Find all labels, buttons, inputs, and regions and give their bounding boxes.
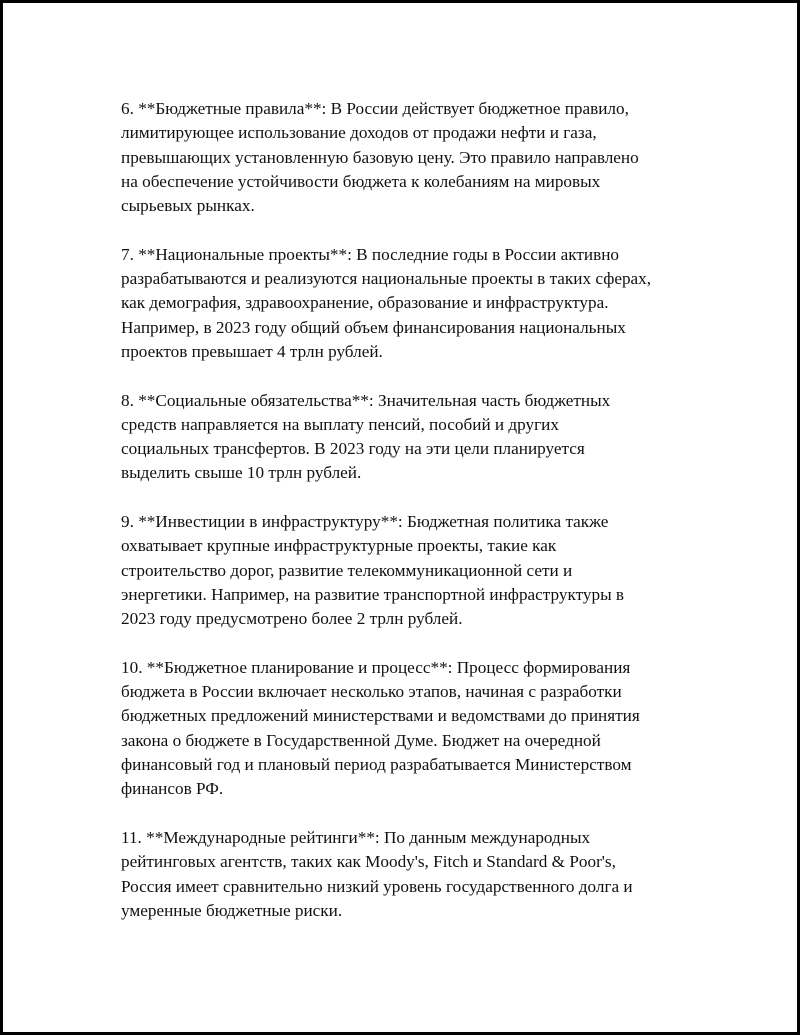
text-line: рейтинговых агентств, таких как Moody's, Fitch и Standard & Poor's, <box>121 852 616 872</box>
paragraph-international-ratings <box>121 826 701 923</box>
text-line: на обеспечение устойчивости бюджета к колебаниям на мировых <box>121 171 601 191</box>
text-line: энергетики. Например, на развитие транспортной инфраструктуры в <box>121 584 625 604</box>
text-line: 9. **Инвестиции в инфраструктуру**: Бюджетная политика также <box>121 512 609 532</box>
text-line: социальных трансфертов. В 2023 году на эти цели планируется <box>121 439 585 459</box>
paragraph-infrastructure-investment <box>121 510 701 631</box>
text-line: сырьевых рынках. <box>121 196 255 216</box>
text-line: Например, в 2023 году общий объем финансирования национальных <box>121 317 626 337</box>
text-line: финансов РФ. <box>121 779 224 799</box>
document-body <box>121 97 701 947</box>
paragraph-budget-rules <box>121 97 701 218</box>
text-line: выделить свыше 10 трлн рублей. <box>121 463 362 483</box>
text-line: бюджетных предложений министерствами и ведомствами до принятия <box>121 706 640 726</box>
text-line: превышающих установленную базовую цену. Это правило направлено <box>121 147 639 167</box>
text-line: лимитирующее использование доходов от продажи нефти и газа, <box>121 123 597 143</box>
paragraph-national-projects <box>121 243 701 364</box>
text-line: охватывает крупные инфраструктурные проекты, такие как <box>121 536 557 556</box>
text-line: бюджета в России включает несколько этапов, начиная с разработки <box>121 682 622 702</box>
text-line: строительство дорог, развитие телекоммуникационной сети и <box>121 560 573 580</box>
text-line: разрабатываются и реализуются национальные проекты в таких сферах, <box>121 269 652 289</box>
text-line: проектов превышает 4 трлн рублей. <box>121 341 383 361</box>
paragraph-budget-planning <box>121 656 701 802</box>
text-line: умеренные бюджетные риски. <box>121 900 343 920</box>
paragraph-social-obligations <box>121 389 701 486</box>
text-line: Россия имеет сравнительно низкий уровень государственного долга и <box>121 876 633 896</box>
text-line: 11. **Международные рейтинги**: По данным международных <box>121 827 591 847</box>
text-line: как демография, здравоохранение, образование и инфраструктура. <box>121 293 609 313</box>
text-line: финансовый год и плановый период разрабатывается Министерством <box>121 755 632 775</box>
text-line: средств направляется на выплату пенсий, пособий и других <box>121 414 559 434</box>
text-line: закона о бюджете в Государственной Думе. Бюджет на очередной <box>121 730 601 750</box>
text-line: 10. **Бюджетное планирование и процесс**: Процесс формирования <box>121 657 631 677</box>
text-line: 8. **Социальные обязательства**: Значительная часть бюджетных <box>121 390 611 410</box>
text-line: 7. **Национальные проекты**: В последние годы в России активно <box>121 244 619 264</box>
text-line: 6. **Бюджетные правила**: В России действует бюджетное правило, <box>121 99 629 118</box>
text-line: 2023 году предусмотрено более 2 трлн рублей. <box>121 609 463 629</box>
